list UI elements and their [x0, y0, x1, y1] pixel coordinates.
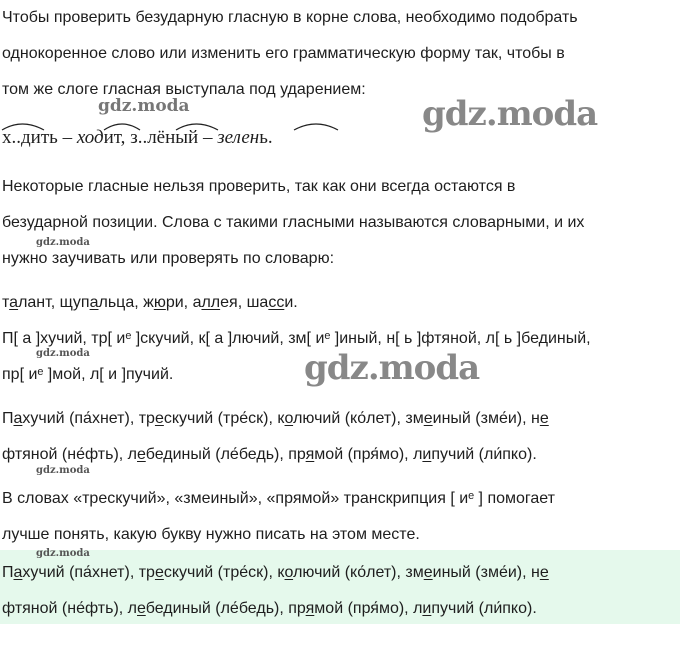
paragraph2-line3: нужно заучивать или проверять по словарю:	[2, 250, 335, 267]
answer1-line1	[2, 408, 549, 430]
word-part: фтяной (не́фть), л	[2, 600, 138, 617]
word-part: шa	[246, 294, 269, 311]
word-underlined-vowel: а	[9, 294, 19, 311]
word-underlined-vowel: е	[154, 410, 164, 427]
word-part: пучий (ли́пко).	[431, 600, 537, 617]
word-part: П	[2, 564, 14, 581]
word-underlined-vowel: сс	[268, 294, 285, 311]
word-underlined-vowel: е	[423, 410, 433, 427]
paragraph1-line1: Чтобы проверить безударную гласную в корне слова, необходимо подобрать	[2, 9, 578, 26]
paragraph3-line1: В словах «трескучий», «змеиный», «прямой» транскрипция [ иᵉ ] помогает	[2, 490, 555, 507]
word-part: П	[2, 410, 14, 427]
word-underlined-vowel: о	[284, 564, 294, 581]
word-part: скучий (тре́ск), к	[163, 410, 285, 427]
word-part: т	[2, 294, 10, 311]
word-part: хучий (па́хнет), тр	[22, 564, 155, 581]
watermark-logo: gdz.moda	[36, 465, 90, 476]
paragraph2-line1: Некоторые гласные нельзя проверить, так как они всегда остаются в	[2, 178, 516, 195]
word-underlined-vowel: е	[539, 410, 549, 427]
example-dash-2: –	[202, 127, 213, 148]
word-underlined-vowel: лл	[201, 294, 221, 311]
word-part: лант,	[18, 294, 60, 311]
paragraph2-line2: безударной позиции. Слова с такими гласными называются словарными, и их	[2, 214, 585, 231]
word-part: фтяной (не́фть), л	[2, 446, 138, 463]
dictionary-words-line	[2, 292, 298, 314]
paragraph1-line2: однокоренное слово или изменить его грамматическую форму так, чтобы в	[2, 45, 565, 62]
example-word-4-root: зелен	[217, 127, 260, 148]
word-part: ри,	[165, 294, 193, 311]
root-arcs-icon	[0, 116, 400, 132]
word-underlined-vowel: а	[13, 410, 23, 427]
answer2-line1	[2, 562, 549, 584]
word-part: бединый (ле́бедь), пр	[145, 600, 306, 617]
example-word-1: х..дить	[2, 127, 58, 148]
paragraph3-line2: лучше понять, какую букву нужно писать на этом месте.	[2, 526, 420, 543]
word-underlined-vowel: и	[422, 600, 432, 617]
word-part: а	[192, 294, 202, 311]
answer1-line2	[2, 444, 537, 466]
word-part: бединый (ле́бедь), пр	[145, 446, 306, 463]
word-underlined-vowel: е	[137, 446, 146, 463]
word-part: льца,	[98, 294, 144, 311]
word-part: ея,	[220, 294, 247, 311]
word-part: ж	[143, 294, 154, 311]
word-underlined-vowel: е	[423, 564, 433, 581]
word-part: мой (пря́мо), л	[314, 600, 423, 617]
transcription-line2: пр[ иᵉ ]мой, л[ и ]пучий.	[2, 366, 174, 383]
word-part: хучий (па́хнет), тр	[22, 410, 155, 427]
word-underlined-vowel: а	[13, 564, 23, 581]
word-underlined-vowel: ю	[153, 294, 166, 311]
word-part: щуп	[59, 294, 90, 311]
example-dash-1: –	[62, 127, 73, 148]
paragraph1-line3: том же слоге гласная выступала под ударением:	[2, 81, 366, 98]
watermark-logo: gdz.moda	[36, 548, 90, 559]
watermark-logo: gdz.moda	[36, 237, 90, 248]
word-underlined-vowel: я	[305, 600, 315, 617]
example-word-4-ending: ь.	[259, 127, 273, 148]
word-underlined-vowel: я	[305, 446, 315, 463]
word-part: лючий (ко́лет), зм	[293, 410, 424, 427]
word-underlined-vowel: а	[89, 294, 99, 311]
watermark-logo: gdz.moda	[98, 96, 190, 116]
example-word-2-root: ход	[76, 127, 104, 148]
word-part: иный (зме́и), н	[432, 410, 540, 427]
transcription-line1: П[ а ]хучий, тр[ иᵉ ]скучий, к[ а ]лючий, зм[ иᵉ ]иный, н[ ь ]фтяной, л[ ь ]бединый,	[2, 330, 591, 347]
word-part: мой (пря́мо), л	[314, 446, 423, 463]
word-part: скучий (тре́ск), к	[163, 564, 285, 581]
example-word-2-ending: ит,	[103, 127, 126, 148]
word-part: иный (зме́и), н	[432, 564, 540, 581]
word-underlined-vowel: и	[422, 446, 432, 463]
word-underlined-vowel: о	[284, 410, 294, 427]
word-underlined-vowel: е	[137, 600, 146, 617]
word-part: лючий (ко́лет), зм	[293, 564, 424, 581]
example-word-3: з..лёный	[130, 127, 199, 148]
word-part: и.	[284, 294, 298, 311]
answer2-line2	[2, 598, 537, 620]
watermark-logo: gdz.moda	[304, 348, 480, 388]
word-underlined-vowel: е	[154, 564, 164, 581]
watermark-logo: gdz.moda	[422, 94, 598, 134]
watermark-logo: gdz.moda	[36, 348, 90, 359]
word-part: пучий (ли́пко).	[431, 446, 537, 463]
word-underlined-vowel: е	[539, 564, 549, 581]
